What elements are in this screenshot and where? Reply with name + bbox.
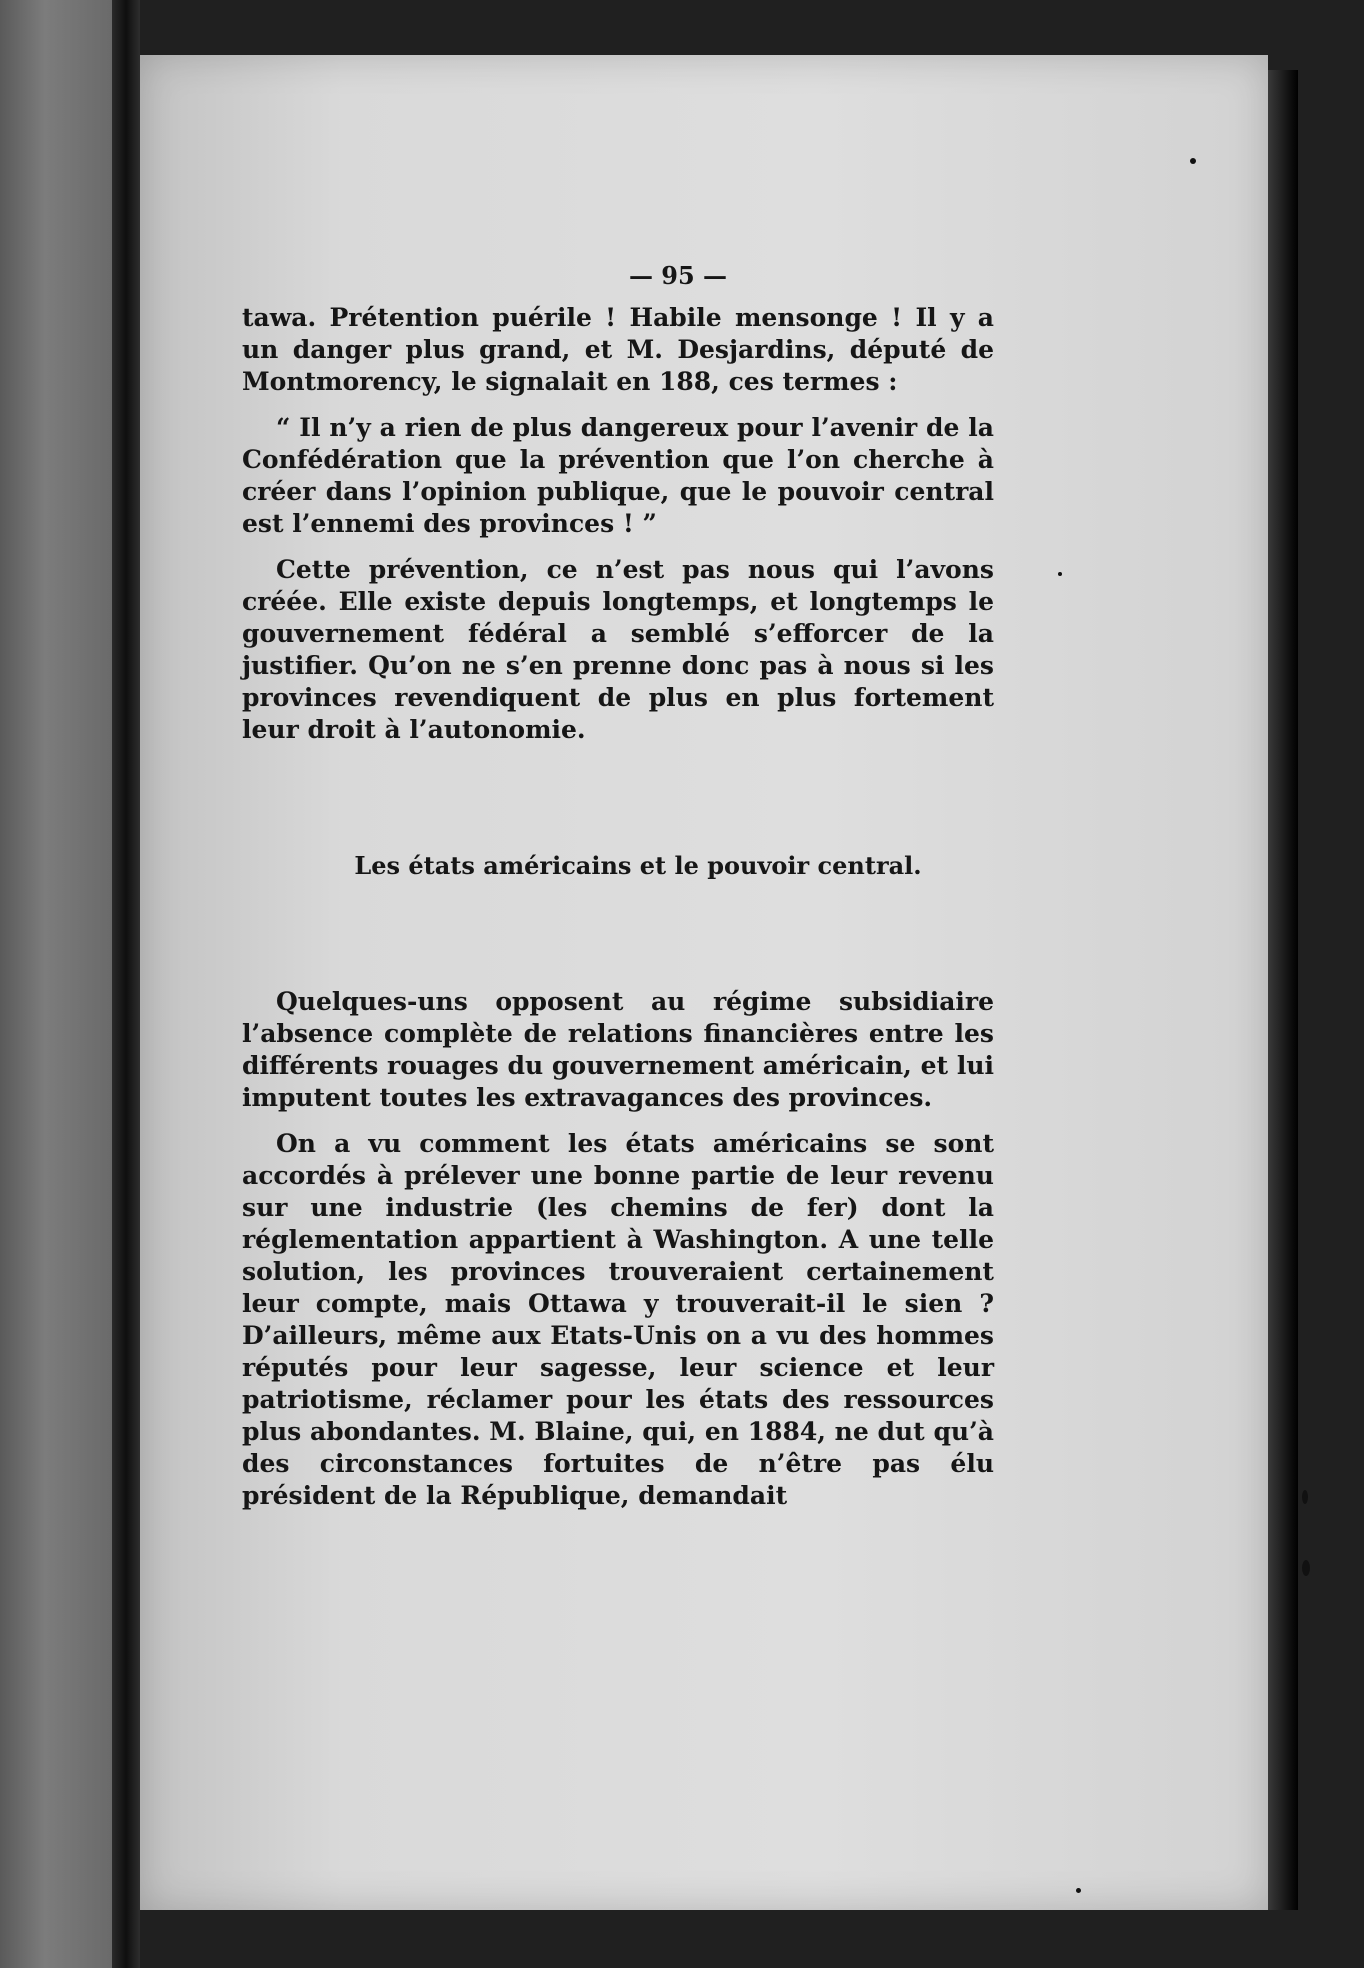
book-gutter [112,0,140,1968]
section-paragraph-1: Quelques-uns opposent au régime subsidiaire l’absence complète de relations financières entre les différents rouages du gouvernement américain, et lui imputent toutes les extravagances des provinces. [242,987,994,1112]
page-stack-edge [1268,70,1298,1910]
page-number: — 95 — [628,261,728,290]
dust-speck [1190,158,1196,164]
dust-speck [1076,1888,1081,1893]
dust-speck [1302,1560,1310,1576]
paragraph-1: tawa. Prétention puérile ! Habile mensonge ! Il y a un danger plus grand, et M. Desjardins, député de Montmorency, le signalait en 188, ces termes : [242,303,994,396]
section-paragraph-2: On a vu comment les états américains se sont accordés à prélever une bonne partie de leur revenu sur une industrie (les chemins de fer) dont la réglementation appartient à Washington. A une telle solution, les provinces trouveraient certainement leur compte, mais Ottawa y trouverait-il le sien ? D’ailleurs, même aux Etats-Unis on a vu des hommes réputés pour leur sagesse, leur science et leur patriotisme, réclamer pour les états des ressources plus abondantes. M. Blaine, qui, en 1884, ne dut qu’à des circonstances fortuites de n’être pas élu président de la République, demandait [242,1129,994,1510]
dust-speck [1302,1490,1308,1504]
dust-speck [1058,572,1062,576]
section-heading: Les états américains et le pouvoir central. [354,851,922,880]
quote-paragraph: “ Il n’y a rien de plus dangereux pour l’avenir de la Confédération que la prévention que l’on cherche à créer dans l’opinion publique, que le pouvoir central est l’ennemi des provinces ! ” [242,413,994,538]
page-text [242,260,994,1512]
paragraph-3: Cette prévention, ce n’est pas nous qui l’avons créée. Elle existe depuis longtemps, et longtemps le gouvernement fédéral a semblé s’efforcer de la justifier. Qu’on ne s’en prenne donc pas à nous si les provinces revendiquent de plus en plus fortement leur droit à l’autonomie. [242,555,994,744]
adjacent-page-edge [0,0,112,1968]
